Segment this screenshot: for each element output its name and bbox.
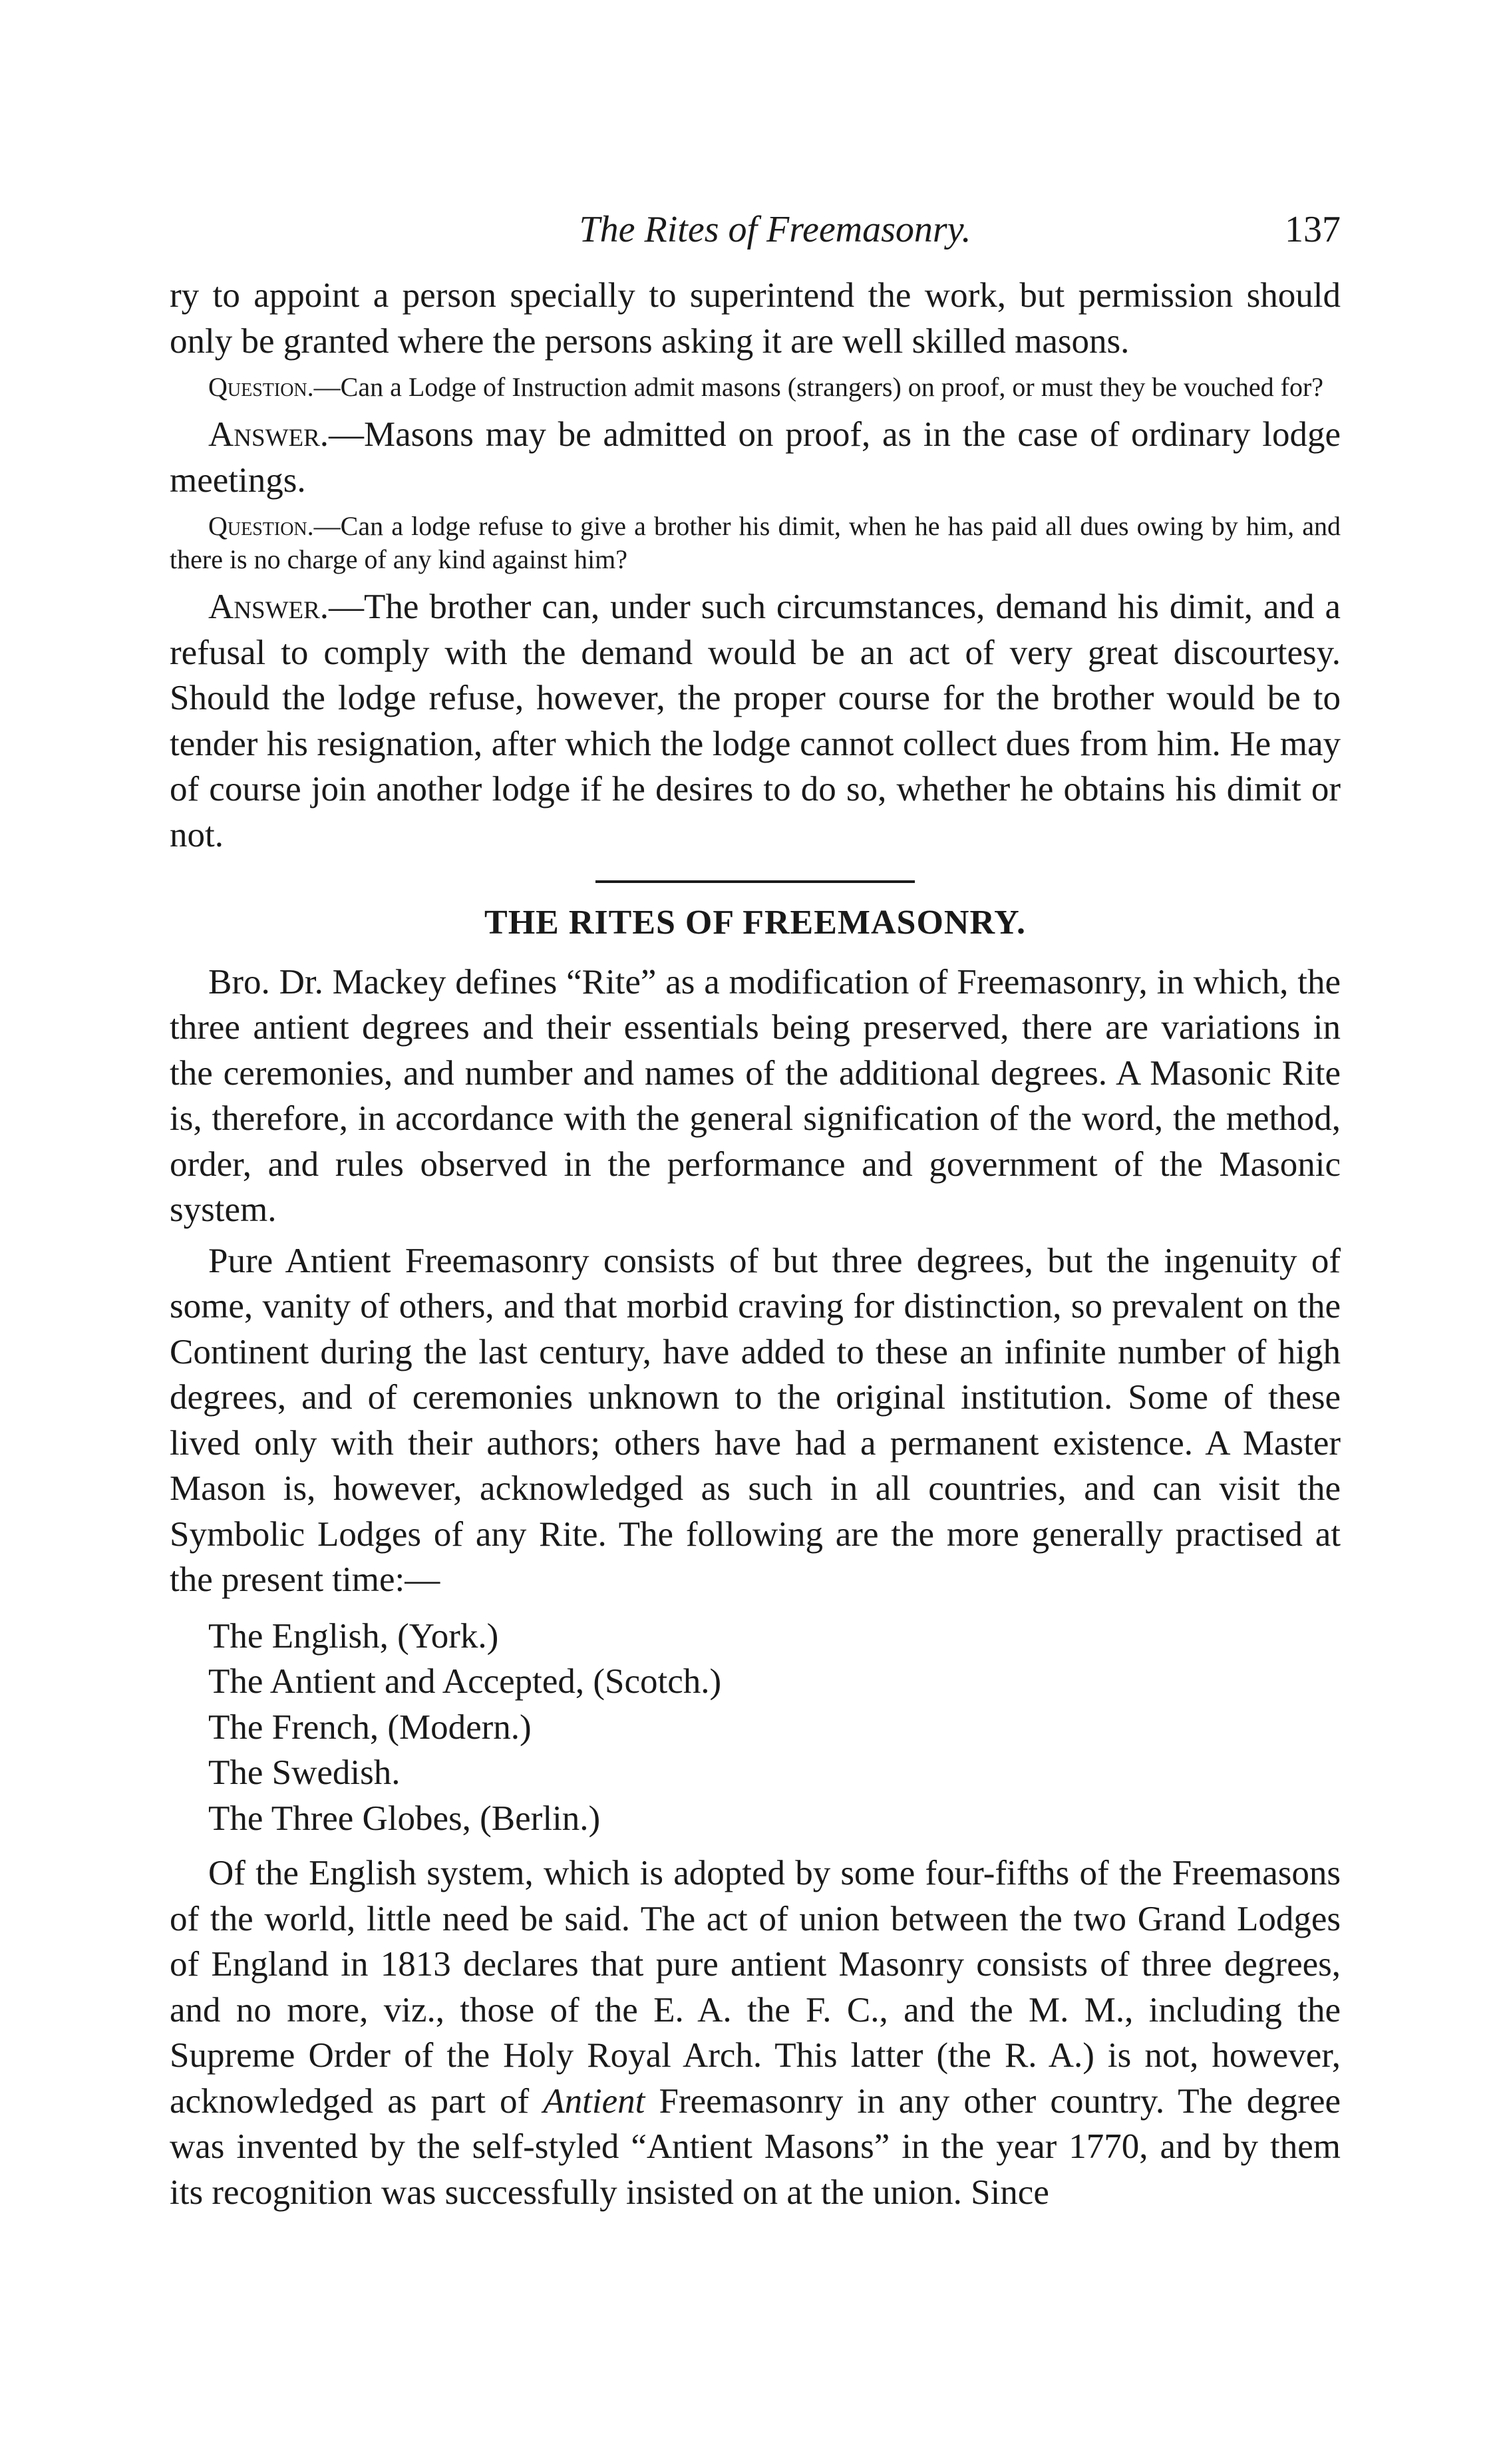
running-title: The Rites of Freemasonry. [579,209,971,250]
page-header [170,203,1341,256]
question-text: .—Can a lodge refuse to give a brother his dimit, when he has paid all dues owing by him, and there is no charge of any kind against him? [170,511,1341,574]
question-label: Question [208,372,307,402]
paragraph-pure-antient: Pure Antient Freemasonry consists of but three degrees, but the ingenuity of some, vanity of others, and that morbid craving for distinction, so prevalent on the Continent during the last century, have added to these an infinite number of high degrees, and of ceremonies unknown to the original institution. Some of these lived only with their authors; others have had a permanent existence. A Master Mason is, however, acknowledged as such in all countries, and can visit the Symbolic Lodges of any Rite. The following are the more generally practised at the present time:— [170,1241,1341,1599]
continued-paragraph: ry to appoint a person specially to superintend the work, but permission should only be granted where the persons asking it are well skilled masons. [170,276,1341,361]
body-text [170,273,1341,2215]
english-system-text-a: Of the English system, which is adopted by some four-fifths of the Freemasons of the world, little need be said. The act of union between the two Grand Lodges of England in 1813 declares that pure antient Masonry consists of three degrees, and no more, viz., those of the E. A. the F. C., and the M. M., including the Supreme Order of the Holy Royal Arch. This latter (the R. A.) is not, however, acknowledged as part of [170,1854,1341,2121]
rite-item-english: The English, (York.) [208,1616,499,1656]
paragraph-english-system [170,1850,1341,2215]
question-1 [170,371,1341,404]
rite-item-french: The French, (Modern.) [208,1707,532,1747]
rite-item-swedish: The Swedish. [208,1753,401,1792]
section-heading: THE RITES OF FREEMASONRY. [484,904,1026,942]
question-label: Question [208,511,307,541]
section-divider [595,880,915,883]
answer-label: Answer [208,415,320,454]
answer-label: Answer [208,588,320,626]
rites-list [208,1614,1341,1842]
english-system-text-b: Freemasonry in any other country. The degree was invented by the self-styled “Antient Masons” in the year 1770, and by them its recognition was successfully insisted on at the union. Since [170,2081,1341,2212]
rite-item-three-globes: The Three Globes, (Berlin.) [208,1799,601,1838]
answer-text: .—Masons may be admitted on proof, as in the case of ordinary lodge meetings. [170,415,1341,500]
paragraph-mackey-definition: Bro. Dr. Mackey defines “Rite” as a modification of Freemasonry, in which, the three antient degrees and their essentials being preserved, there are variations in the ceremonies, and number and names of the additional degrees. A Masonic Rite is, therefore, in accordance with the general signification of the word, the method, order, and rules observed in the performance and government of the Masonic system. [170,962,1341,1229]
answer-text: .—The brother can, under such circumstances, demand his dimit, and a refusal to comply with the demand would be an act of very great discourtesy. Should the lodge refuse, however, the proper course for the brother would be to tender his resignation, after which the lodge cannot collect dues from him. He may of course join another lodge if he desires to do so, whether he obtains his dimit or not. [170,588,1341,854]
antient-emphasis: Antient [543,2081,645,2121]
answer-2 [170,584,1341,858]
question-2 [170,510,1341,576]
page-number: 137 [1285,209,1341,250]
rite-item-antient-accepted: The Antient and Accepted, (Scotch.) [208,1662,722,1701]
question-text: .—Can a Lodge of Instruction admit masons (strangers) on proof, or must they be vouched for? [307,372,1324,402]
answer-1 [170,412,1341,503]
